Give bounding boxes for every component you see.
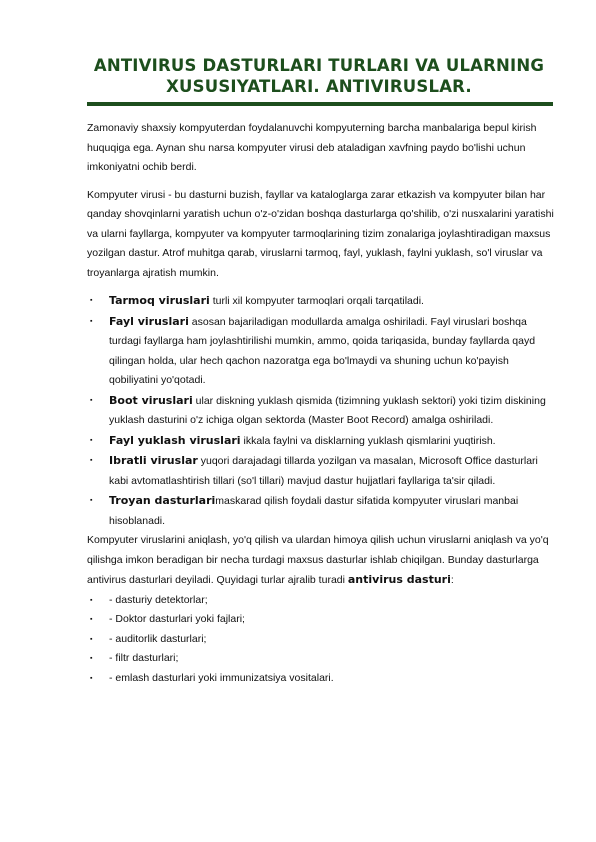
page-title: ANTIVIRUS DASTURLARI TURLARI VA ULARNING XUSUSIYATLARI. ANTIVIRUSLAR. — [93, 56, 545, 96]
bullet-icon: ▪ — [90, 616, 93, 623]
list-item-text: - auditorlik dasturlari; — [109, 632, 207, 645]
list-item-term: Tarmoq viruslari — [109, 294, 210, 307]
list-item — [87, 610, 559, 630]
list-item-text: - Doktor dasturlari yoki fajlari; — [109, 613, 245, 625]
bullet-icon: ▪ — [90, 436, 93, 444]
list-item-term: Ibratli viruslar — [109, 454, 198, 467]
list-item — [87, 291, 559, 312]
list-item-text: - emlash dasturlari yoki immunizatsiya vositalari. — [109, 671, 334, 684]
list-item — [87, 491, 559, 531]
bullet-icon: ▪ — [90, 596, 93, 604]
paragraph-antivirus — [87, 531, 559, 591]
list-item — [87, 630, 559, 650]
bullet-icon: ▪ — [90, 396, 93, 404]
list-item — [87, 312, 559, 391]
bullet-icon: ▪ — [90, 674, 93, 682]
list-item — [87, 649, 559, 669]
list-item — [87, 451, 559, 491]
paragraph-definition: Kompyuter virusi - bu dasturni buzish, fayllar va kataloglarga zarar etkazish va kompyuter bilan har qanday shovqinlarni yaratish uchun o'z-o'zidan boshqa dasturlarga qo'shilib, o'zi nusxalarini yaratishi va ularni fayllarga, kompyuter va kompyuter tarmoqlarining tizim zonalariga joylashtiradigan maxsus yozilgan dastur. Atrof muhitga qarab, viruslarni tarmoq, fayl, yuklash, faylni yuklash, so'l viruslar va troyanlarga ajratish mumkin. — [87, 188, 554, 279]
closing-colon: : — [450, 574, 454, 586]
list-item-desc: yuqori darajadagi tillarda yozilgan va masalan, Microsoft Office dasturlari kabi avtomatlashtirish tillari (so'l tillari) mavjud dastur hujjatlari fayllariga ta'sir qiladi. — [109, 455, 538, 487]
closing-term: antivirus dasturi — [347, 573, 451, 586]
list-item-term: Fayl yuklash viruslari — [109, 433, 241, 447]
bullet-icon: ▪ — [90, 317, 93, 325]
bullet-icon: ▪ — [90, 457, 93, 464]
list-item-term: Fayl viruslari — [109, 314, 189, 328]
list-item-term: Boot viruslari — [109, 393, 193, 407]
list-item — [87, 591, 559, 611]
list-item — [87, 669, 559, 689]
bullet-icon: ▪ — [90, 297, 93, 304]
bullet-icon: ▪ — [90, 655, 93, 662]
bullet-icon: ▪ — [90, 635, 93, 643]
document-body — [87, 119, 559, 688]
list-item-desc: asosan bajariladigan modullarda amalga oshiriladi. Fayl viruslari boshqa turdagi fayllarga ham joylashtirilishi mumkin, ammo, qoida tariqasida, bunday fayllarda qayd qilingan holda, ular hech qachon nazoratga ega bo'lmaydi va shuning uchun ko'payish qobiliyatini yo'qotadi. — [109, 315, 536, 386]
list-item-text: - filtr dasturlari; — [109, 652, 179, 664]
list-item-desc: turli xil kompyuter tarmoqlari orqali tarqatiladi. — [209, 295, 424, 307]
bullet-icon: ▪ — [90, 497, 93, 504]
list-item — [87, 431, 559, 452]
list-item-desc: ikkala faylni va disklarning yuklash qismlarini yuqtirish. — [240, 434, 496, 447]
list-item-desc: maskarad qilish foydali dastur sifatida kompyuter viruslari manbai hisoblanadi. — [109, 495, 519, 527]
closing-text: Kompyuter viruslarini aniqlash, yo'q qilish va ulardan himoya qilish uchun viruslarni aniqlash va yo'q qilishga imkon beradigan bir necha turdagi maxsus dasturlar ishlab chiqilgan. Bunday dasturlarga antivirus dasturlari deyiladi. Quyidagi turlar ajralib turadi — [87, 534, 549, 586]
list-item-term: Troyan dasturlari — [109, 494, 216, 507]
antivirus-types-list — [87, 591, 559, 689]
list-item-desc: ular diskning yuklash qismida (tizimning yuklash sektori) yoki tizim diskining yuklash dasturini o'z ichiga olgan sektorda (Master Boot Record) amalga oshiriladi. — [109, 394, 546, 426]
virus-types-list — [87, 291, 559, 531]
list-item-text: - dasturiy detektorlar; — [109, 593, 208, 606]
list-item — [87, 391, 559, 431]
paragraph-intro: Zamonaviy shaxsiy kompyuterdan foydalanuvchi kompyuterning barcha manbalariga bepul kirish huquqiga ega. Aynan shu narsa kompyuter virusi deb ataladigan xavfning paydo bo'lishi uchun imkoniyatni ochib berdi. — [87, 122, 537, 173]
title-divider — [87, 102, 553, 106]
